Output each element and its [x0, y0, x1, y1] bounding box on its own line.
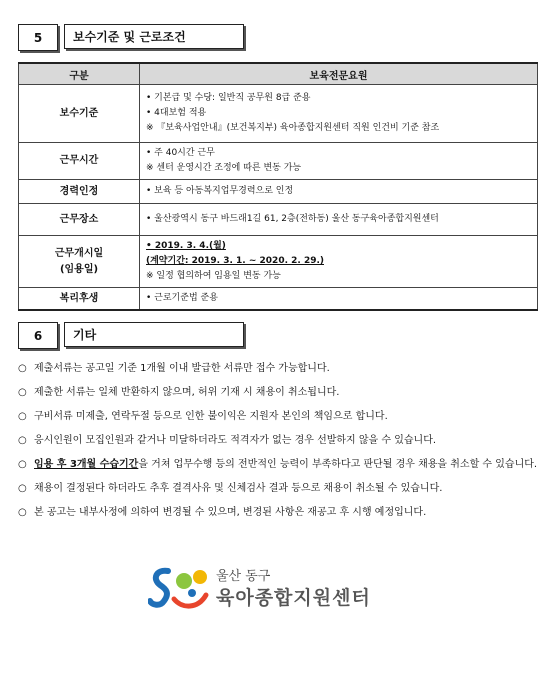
section-number: 6	[18, 322, 58, 349]
start-date: • 2019. 3. 4.(월)	[146, 241, 226, 251]
list-item	[18, 480, 542, 497]
section-title: 기타	[64, 322, 244, 347]
note-text: 채용이 결정된다 하더라도 추후 결격사유 및 신체검사 결과 등으로 채용이 취소될 수 있습니다.	[34, 483, 443, 494]
table-row	[19, 180, 538, 204]
bullet-circle: ○	[18, 387, 27, 398]
row-content	[140, 85, 538, 143]
note-text: 구비서류 미제출, 연락두절 등으로 인한 불이익은 지원자 본인의 책임으로 합니다.	[34, 411, 388, 422]
bullet-circle: ○	[18, 507, 27, 518]
logo-center-name: 육아종합지원센터	[216, 587, 371, 609]
table-header-row	[19, 63, 538, 85]
row-content	[140, 288, 538, 311]
list-item	[18, 384, 542, 401]
row-label: 경력인정	[19, 180, 140, 204]
note-text: 본 공고는 내부사정에 의하여 변경될 수 있으며, 변경된 사항은 재공고 후 시행 예정입니다.	[34, 507, 427, 518]
row-label-line: 근무개시일	[54, 247, 104, 259]
row-label: 근무시간	[19, 143, 140, 180]
contract-period: (계약기간: 2019. 3. 1. ~ 2020. 2. 29.)	[146, 256, 324, 266]
conditions-table	[18, 62, 538, 311]
content-line: • 주 40시간 근무	[146, 148, 215, 158]
column-header: 보육전문요원	[140, 63, 538, 85]
row-label-line: (임용일)	[59, 263, 99, 275]
content-line: ※ 『보육사업안내』(보건복지부) 육아종합지원센터 직원 인건비 기준 참조	[146, 123, 440, 133]
section-title: 보수기준 및 근로조건	[64, 24, 244, 49]
bullet-circle: ○	[18, 459, 27, 470]
content-line: • 4대보험 적용	[146, 108, 207, 118]
note-text: 제출서류는 공고일 기준 1개월 이내 발급한 서류만 접수 가능합니다.	[34, 363, 330, 374]
content-line: • 울산광역시 동구 바드래1길 61, 2층(전하동) 울산 동구육아종합지원센터	[146, 214, 439, 224]
row-label: 복리후생	[19, 288, 140, 311]
row-content	[140, 236, 538, 288]
row-content	[140, 143, 538, 180]
logo-region-text: 울산 동구	[216, 569, 271, 584]
bullet-circle: ○	[18, 483, 27, 494]
content-line: • 기본급 및 수당: 일반직 공무원 8급 준용	[146, 93, 311, 103]
table-row	[19, 143, 538, 180]
row-label	[19, 236, 140, 288]
table-row	[19, 204, 538, 236]
row-content	[140, 204, 538, 236]
list-item	[18, 360, 542, 377]
bullet-circle: ○	[18, 411, 27, 422]
table-row	[19, 288, 538, 311]
section-6-heading	[18, 322, 244, 349]
content-line: • 보육 등 아동복지업무경력으로 인정	[146, 186, 294, 196]
content-line: ※ 센터 운영시간 조정에 따른 변동 가능	[146, 163, 302, 173]
column-header: 구분	[19, 63, 140, 85]
note-text-rest: 을 거쳐 업무수행 등의 전반적인 능력이 부족하다고 판단될 경우 채용을 취소할 수 있습니다.	[138, 459, 538, 470]
list-item	[18, 456, 542, 473]
center-logo-icon	[148, 565, 214, 611]
note-text	[34, 456, 542, 473]
content-line: • 근로기준법 준용	[146, 293, 218, 303]
bullet-circle: ○	[18, 435, 27, 446]
section-5-heading	[18, 24, 244, 51]
row-content	[140, 180, 538, 204]
row-label: 보수기준	[19, 85, 140, 143]
table-row	[19, 236, 538, 288]
probation-emphasis: 임용 후 3개월 수습기간	[34, 459, 139, 470]
notes-list	[18, 360, 542, 528]
table-row	[19, 85, 538, 143]
center-logo	[148, 565, 388, 615]
list-item	[18, 408, 542, 425]
note-text: 제출한 서류는 일체 반환하지 않으며, 허위 기재 시 채용이 취소됩니다.	[34, 387, 340, 398]
list-item	[18, 432, 542, 449]
section-number: 5	[18, 24, 58, 51]
row-label: 근무장소	[19, 204, 140, 236]
note-text: 응시인원이 모집인원과 같거나 미달하더라도 적격자가 없는 경우 선발하지 않을 수 있습니다.	[34, 435, 437, 446]
content-line: ※ 일정 협의하여 임용일 변동 가능	[146, 271, 281, 281]
list-item	[18, 504, 542, 521]
bullet-circle: ○	[18, 363, 27, 374]
